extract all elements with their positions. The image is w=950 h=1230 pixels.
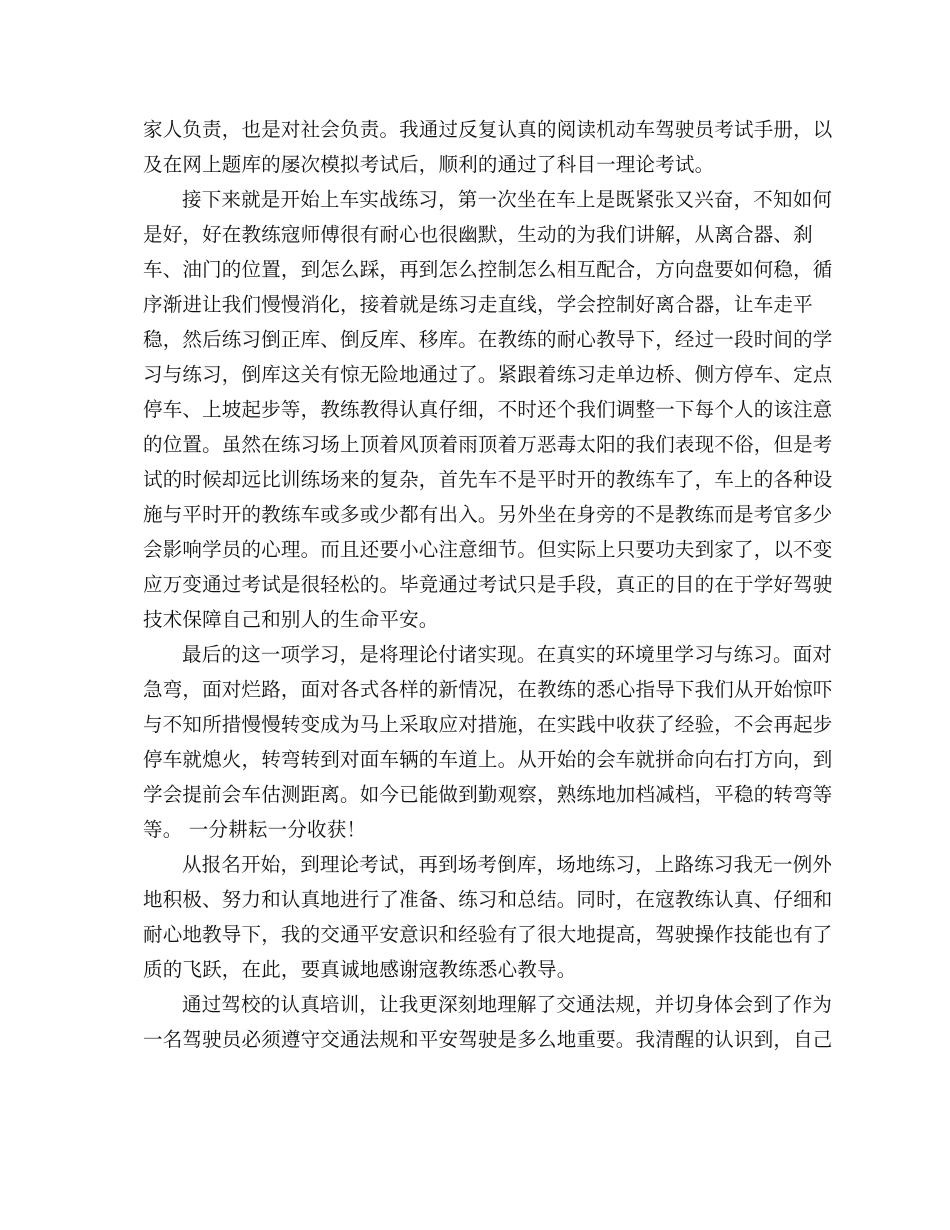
- text-line: 技术保障自己和别人的生命平安。: [143, 608, 439, 631]
- text-line: 习与练习，倒库这关有惊无险地通过了。紧跟着练习走单边桥、侧方停车、定点: [143, 363, 833, 386]
- text-line: 质的飞跃，在此，要真诚地感谢寇教练悉心教导。: [143, 958, 577, 981]
- paragraph: [143, 112, 833, 182]
- paragraph: [143, 637, 833, 847]
- text-line: 地积极、努力和认真地进行了准备、练习和总结。同时，在寇教练认真、仔细和: [143, 888, 833, 911]
- text-line: 家人负责，也是对社会负责。我通过反复认真的阅读机动车驾驶员考试手册，以: [143, 118, 833, 141]
- paragraph: [143, 987, 833, 1057]
- text-line: 稳，然后练习倒正库、倒反库、移库。在教练的耐心教导下，经过一段时间的学: [143, 328, 833, 351]
- text-line: 最后的这一项学习，是将理论付诸实现。在真实的环境里学习与练习。面对: [182, 643, 833, 666]
- text-line: 及在网上题库的屡次模拟考试后，顺利的通过了科目一理论考试。: [143, 153, 715, 176]
- text-line: 车、油门的位置，到怎么踩，再到怎么控制怎么相互配合，方向盘要如何稳，循: [143, 258, 833, 281]
- text-line: 耐心地教导下，我的交通平安意识和经验有了很大地提高，驾驶操作技能也有了: [143, 923, 833, 946]
- text-line: 一名驾驶员必须遵守交通法规和平安驾驶是多么地重要。我清醒的认识到，自己: [143, 1028, 833, 1051]
- paragraph: [143, 182, 833, 637]
- text-line: 会影响学员的心理。而且还要小心注意细节。但实际上只要功夫到家了，以不变: [143, 538, 833, 561]
- text-line: 急弯，面对烂路，面对各式各样的新情况，在教练的悉心指导下我们从开始惊吓: [143, 678, 833, 701]
- text-line: 是好，好在教练寇师傅很有耐心也很幽默，生动的为我们讲解，从离合器、刹: [143, 223, 813, 246]
- document-body: [143, 112, 833, 1057]
- text-line: 通过驾校的认真培训，让我更深刻地理解了交通法规，并切身体会到了作为: [182, 993, 833, 1016]
- paragraph: [143, 847, 833, 987]
- text-line: 接下来就是开始上车实战练习，第一次坐在车上是既紧张又兴奋，不知如何: [182, 188, 833, 211]
- text-line: 从报名开始，到理论考试，再到场考倒库，场地练习，上路练习我无一例外: [182, 853, 833, 876]
- text-line: 的位置。虽然在练习场上顶着风顶着雨顶着万恶毒太阳的我们表现不俗，但是考: [143, 433, 833, 456]
- text-line: 序渐进让我们慢慢消化，接着就是练习走直线，学会控制好离合器，让车走平: [143, 293, 813, 316]
- text-line: 停车、上坡起步等，教练教得认真仔细，不时还个我们调整一下每个人的该注意: [143, 398, 833, 421]
- text-line: 施与平时开的教练车或多或少都有出入。另外坐在身旁的不是教练而是考官多少: [143, 503, 833, 526]
- text-line: 试的时候却远比训练场来的复杂，首先车不是平时开的教练车了，车上的各种设: [143, 468, 833, 491]
- text-line: 应万变通过考试是很轻松的。毕竟通过考试只是手段，真正的目的在于学好驾驶: [143, 573, 833, 596]
- text-line: 与不知所措慢慢转变成为马上采取应对措施，在实践中收获了经验，不会再起步: [143, 713, 833, 736]
- text-line: 停车就熄火，转弯转到对面车辆的车道上。从开始的会车就拼命向右打方向，到: [143, 748, 833, 771]
- text-line: 等。 一分耕耘一分收获！: [143, 818, 367, 841]
- text-line: 学会提前会车估测距离。如今已能做到勤观察，熟练地加档减档，平稳的转弯等: [143, 783, 833, 806]
